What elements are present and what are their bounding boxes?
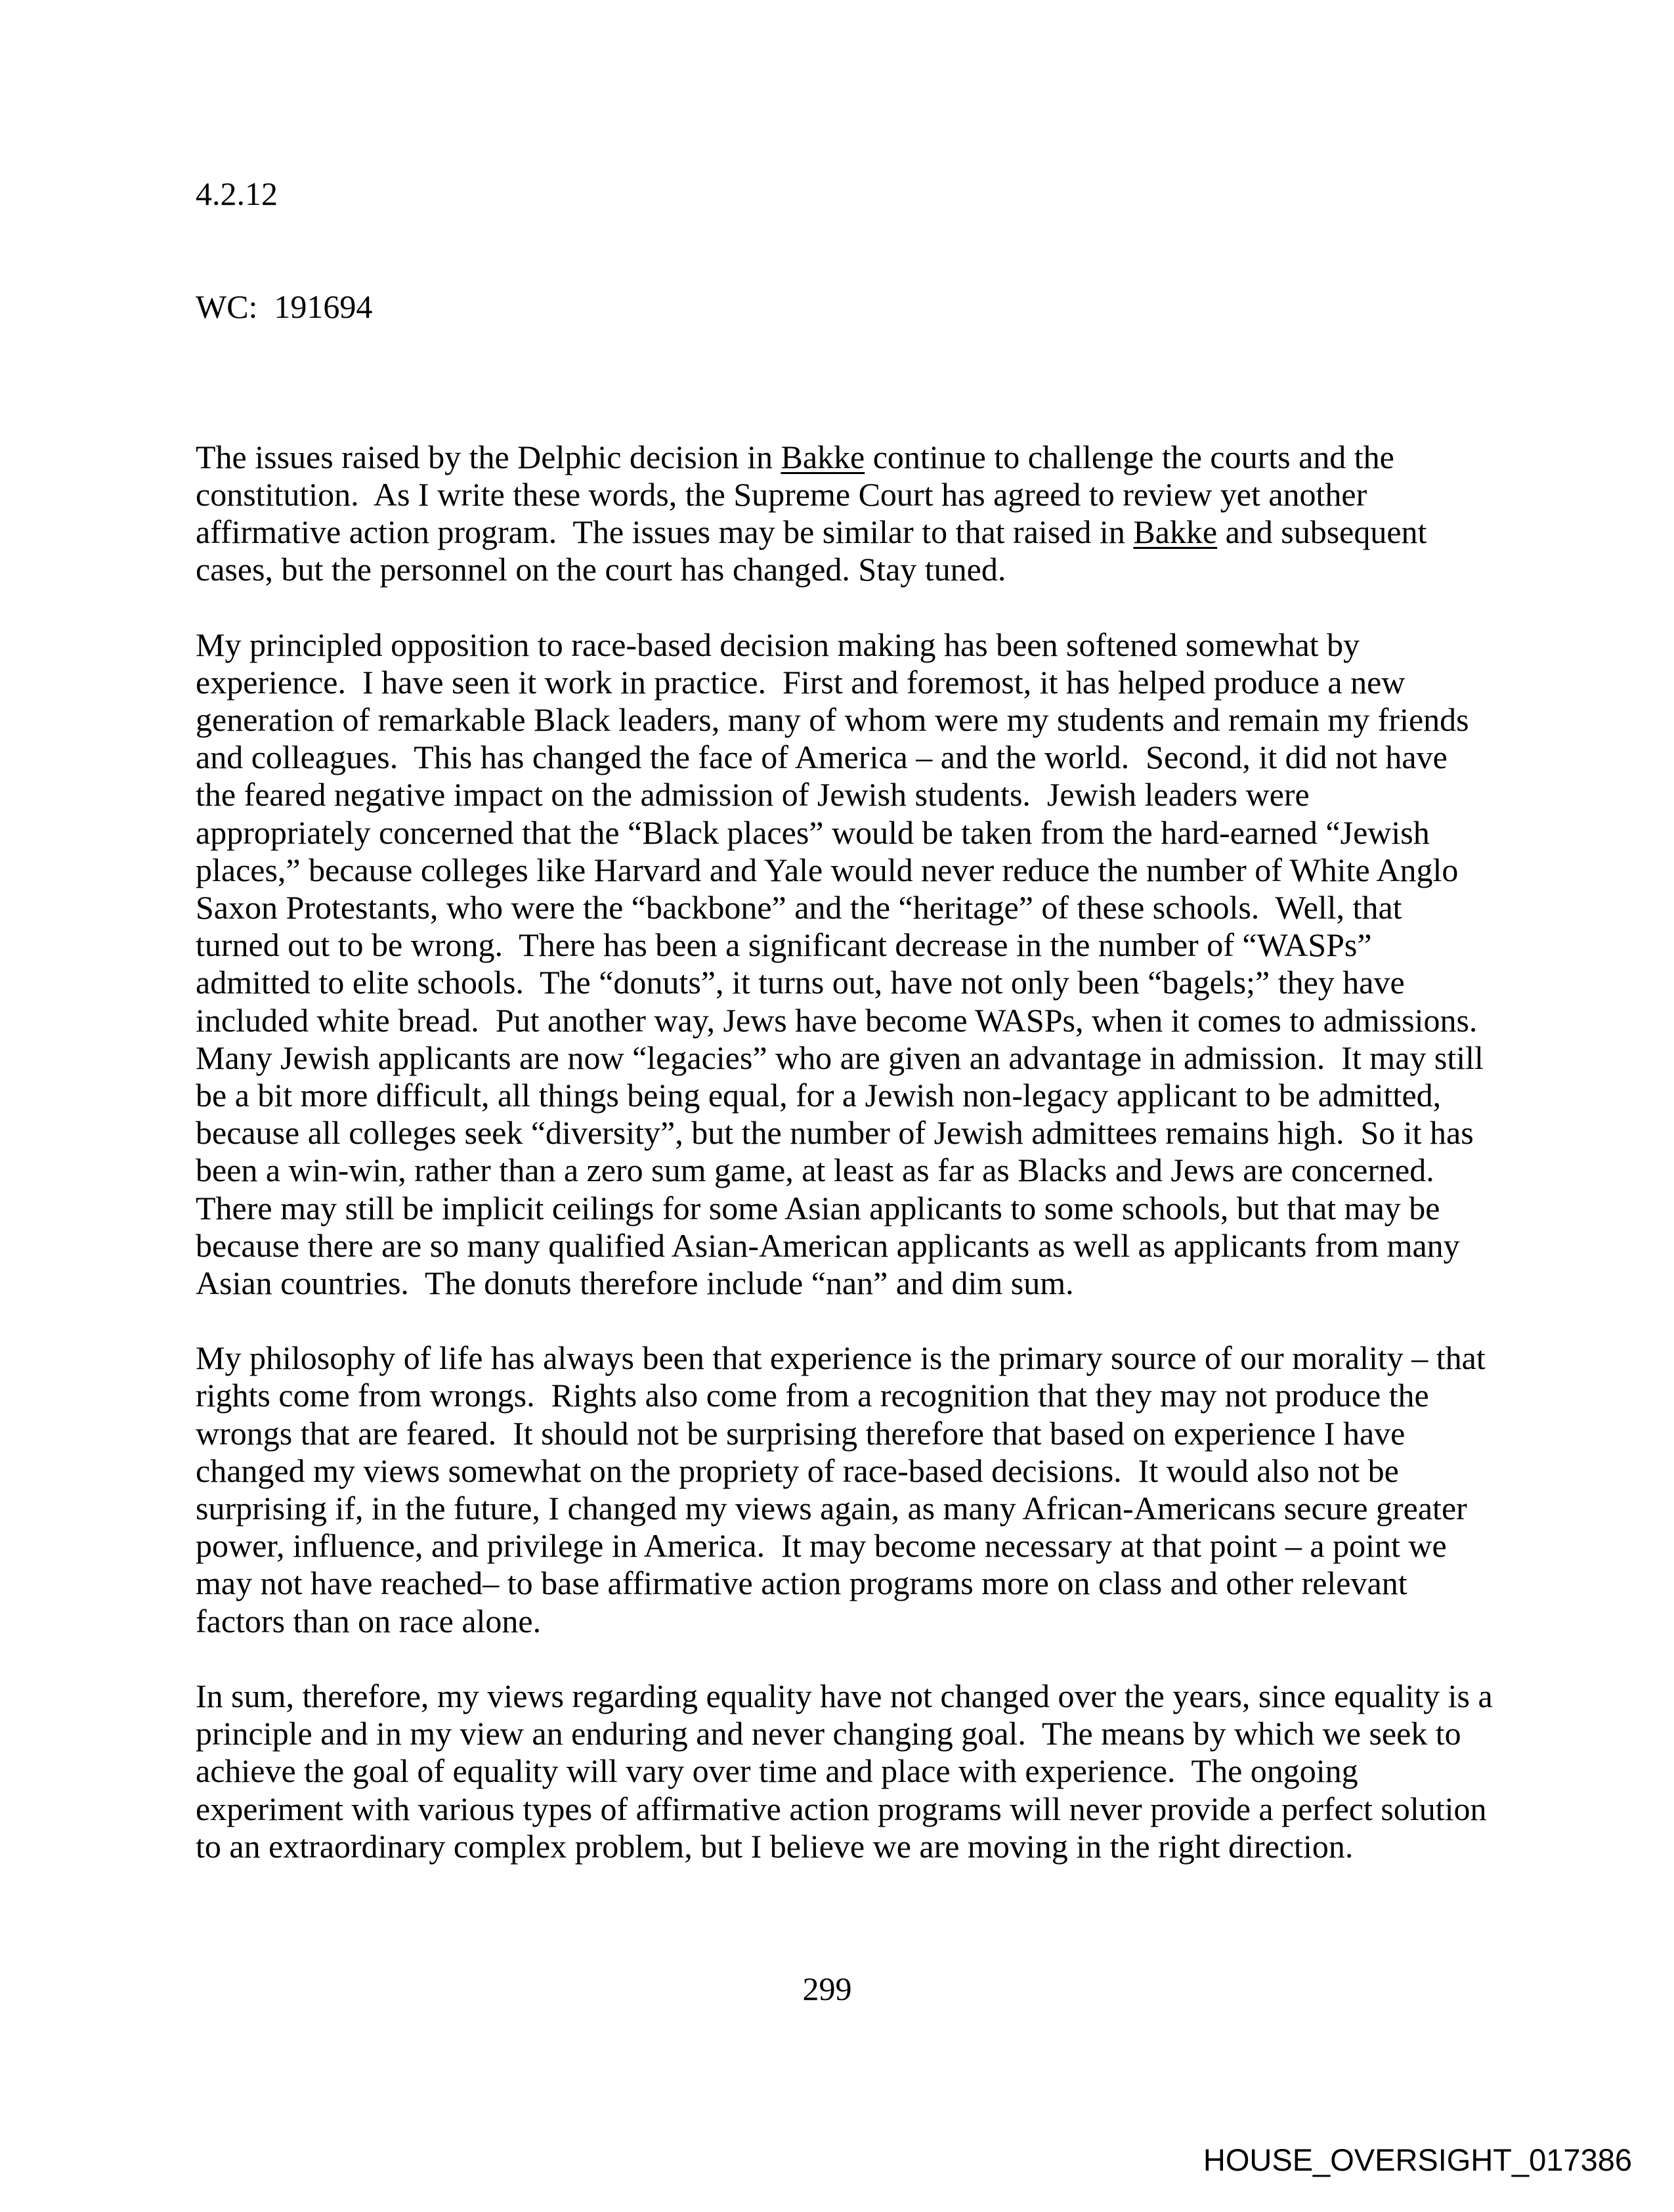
paragraph-spacer (196, 1640, 1509, 1678)
text-line (196, 926, 1509, 964)
text-segment: achieve the goal of equality will vary over time and place with experience. The ongoing (196, 1752, 1358, 1790)
paragraph-spacer (196, 1302, 1509, 1339)
date-line: 4.2.12 (196, 175, 278, 213)
bates-number: HOUSE_OVERSIGHT_017386 (1203, 2142, 1632, 2177)
text-line (196, 626, 1509, 664)
text-line (196, 1790, 1509, 1828)
text-line (196, 1490, 1509, 1527)
text-segment: and subsequent (1217, 513, 1427, 551)
text-segment: continue to challenge the courts and the (865, 438, 1394, 475)
text-segment: and colleagues. This has changed the face of America – and the world. Second, it did not have (196, 739, 1448, 776)
case-name: Bakke (781, 438, 865, 475)
text-segment: surprising if, in the future, I changed my views again, as many African-Americans secure greater (196, 1490, 1467, 1527)
text-line (196, 1752, 1509, 1790)
text-segment: because there are so many qualified Asian-American applicants as well as applicants from many (196, 1226, 1460, 1264)
text-segment: because all colleges seek “diversity”, but the number of Jewish admittees remains high. So it has (196, 1114, 1474, 1152)
text-segment: may not have reached– to base affirmative action programs more on class and other relevant (196, 1565, 1407, 1602)
paragraph (196, 439, 1509, 589)
text-line (196, 814, 1509, 852)
text-line (196, 852, 1509, 889)
text-segment: My philosophy of life has always been that experience is the primary source of our morality – that (196, 1339, 1486, 1377)
text-segment: to an extraordinary complex problem, but I believe we are moving in the right direction. (196, 1827, 1354, 1865)
text-line (196, 1678, 1509, 1715)
paragraph-spacer (196, 589, 1509, 626)
case-name: Bakke (1133, 513, 1218, 551)
text-line (196, 1415, 1509, 1452)
word-count-line: WC: 191694 (196, 288, 373, 325)
text-segment: be a bit more difficult, all things being equal, for a Jewish non-legacy applicant to be admitted, (196, 1076, 1442, 1114)
text-segment: been a win-win, rather than a zero sum game, at least as far as Blacks and Jews are concerned. (196, 1152, 1434, 1189)
paragraph-spacer (196, 401, 1509, 439)
text-line (196, 1452, 1509, 1490)
text-line (196, 1152, 1509, 1189)
text-line (196, 1039, 1509, 1077)
document-body (196, 100, 1509, 1903)
text-line (196, 1265, 1509, 1302)
text-line (196, 1828, 1509, 1865)
text-segment: places,” because colleges like Harvard and Yale would never reduce the number of White Anglo (196, 851, 1459, 888)
text-line (196, 664, 1509, 701)
text-segment: appropriately concerned that the “Black places” would be taken from the hard-earned “Jewish (196, 813, 1430, 851)
text-segment: admitted to elite schools. The “donuts”, it turns out, have not only been “bagels;” they have (196, 964, 1405, 1001)
text-line (196, 476, 1509, 513)
text-segment: Saxon Protestants, who were the “backbone” and the “heritage” of these schools. Well, that (196, 889, 1402, 926)
text-segment: power, influence, and privilege in America. It may become necessary at that point – a point we (196, 1527, 1447, 1565)
text-segment: factors than on race alone. (196, 1602, 542, 1639)
text-segment: The issues raised by the Delphic decision in (196, 438, 781, 475)
text-line (196, 964, 1509, 1001)
text-segment: experiment with various types of affirmative action programs will never provide a perfect solution (196, 1790, 1487, 1827)
text-segment: included white bread. Put another way, Jews have become WASPs, when it comes to admissions. (196, 1001, 1478, 1039)
text-segment: the feared negative impact on the admission of Jewish students. Jewish leaders were (196, 776, 1310, 813)
text-line (196, 1603, 1509, 1640)
text-segment: In sum, therefore, my views regarding equality have not changed over the years, since equality is a (196, 1677, 1493, 1714)
text-segment: affirmative action program. The issues may be similar to that raised in (196, 513, 1134, 551)
text-line (196, 889, 1509, 926)
text-segment: My principled opposition to race-based decision making has been softened somewhat by (196, 626, 1360, 663)
text-segment: Asian countries. The donuts therefore include “nan” and dim sum. (196, 1264, 1074, 1301)
text-segment: changed my views somewhat on the propriety of race-based decisions. It would also not be (196, 1452, 1399, 1489)
text-segment: There may still be implicit ceilings for some Asian applicants to some schools, but that may be (196, 1189, 1440, 1226)
text-line (196, 439, 1509, 476)
text-line (196, 776, 1509, 813)
text-segment: constitution. As I write these words, the Supreme Court has agreed to review yet another (196, 475, 1367, 513)
paragraphs (196, 401, 1509, 1865)
text-line (196, 1715, 1509, 1752)
text-line (196, 551, 1509, 588)
text-line (196, 1077, 1509, 1114)
text-segment: cases, but the personnel on the court has changed. Stay tuned. (196, 551, 1006, 588)
text-line (196, 739, 1509, 776)
text-segment: rights come from wrongs. Rights also come from a recognition that they may not produce the (196, 1377, 1429, 1414)
text-segment: generation of remarkable Black leaders, many of whom were my students and remain my friends (196, 701, 1469, 739)
text-segment: turned out to be wrong. There has been a significant decrease in the number of “WASPs” (196, 926, 1372, 964)
text-segment: Many Jewish applicants are now “legacies” who are given an advantage in admission. It may still (196, 1039, 1484, 1076)
text-line (196, 1339, 1509, 1377)
page-number: 299 (802, 1970, 852, 2007)
text-line (196, 701, 1509, 739)
text-segment: wrongs that are feared. It should not be surprising therefore that based on experience I have (196, 1414, 1406, 1452)
text-line (196, 1565, 1509, 1602)
text-line (196, 1227, 1509, 1265)
text-line (196, 1377, 1509, 1414)
text-line (196, 1114, 1509, 1152)
paragraph (196, 1339, 1509, 1640)
paragraph (196, 1678, 1509, 1865)
text-line (196, 1527, 1509, 1565)
text-line (196, 1190, 1509, 1227)
paragraph (196, 626, 1509, 1302)
text-line (196, 1002, 1509, 1039)
text-segment: experience. I have seen it work in practice. First and foremost, it has helped produce a new (196, 663, 1406, 701)
text-line (196, 513, 1509, 551)
text-segment: principle and in my view an enduring and never changing goal. The means by which we seek to (196, 1715, 1461, 1752)
